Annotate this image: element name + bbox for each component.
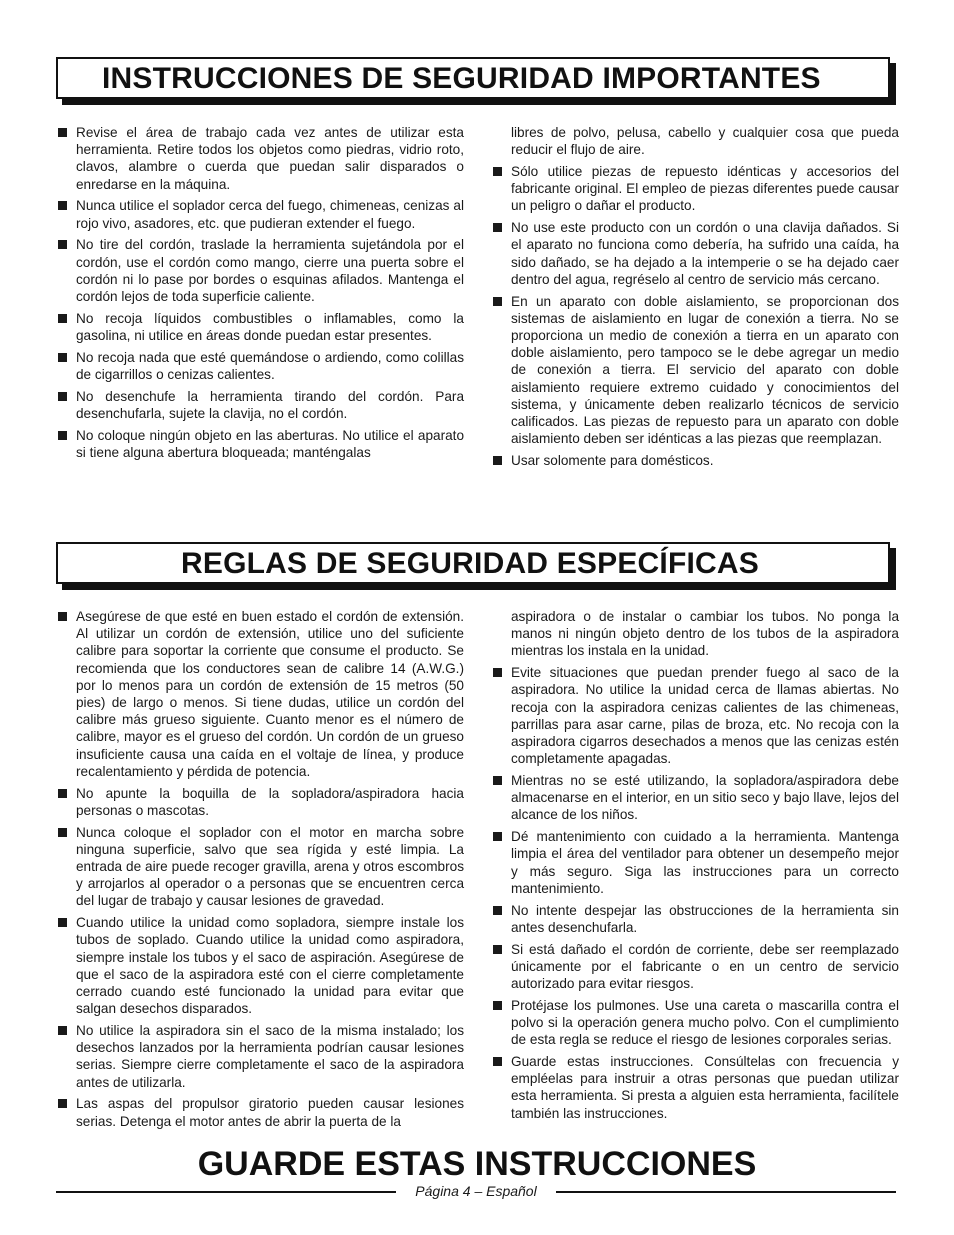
- list-item: No recoja nada que esté quemándose o ardiendo, como colillas de cigarrillos o cenizas calientes.: [56, 349, 464, 383]
- list-item: No coloque ningún objeto en las aberturas. No utilice el aparato si tiene alguna abertura bloqueada; manténgalas: [56, 427, 464, 461]
- bullet-list: [491, 163, 899, 469]
- continued-text: libres de polvo, pelusa, cabello y cualquier cosa que pueda reducir el flujo de aire.: [511, 125, 899, 158]
- square-bullet-icon: [58, 1026, 67, 1035]
- list-item: No tire del cordón, traslade la herramienta sujetándola por el cordón, use el cordón como mango, cierre una puerta sobre el cordón ni lo pase por bordes o esquinas afilados. Mantenga el cordón lejos de toda superficie caliente.: [56, 236, 464, 305]
- square-bullet-icon: [493, 945, 502, 954]
- square-bullet-icon: [493, 223, 502, 232]
- list-item: En un aparato con doble aislamiento, se proporcionan dos sistemas de aislamiento en lugar de conexión a tierra. No se proporciona un medio de conexión a tierra en un aparato con doble aislamiento, pero tampoco se le debe agregar un medio de conexión a tierra. El servicio del aparato con doble aislamiento requiere extremo cuidado y conocimientos del sistema, y únicamente deben realizarlo técnicos de servicio calificados. Las piezas de repuesto para un aparato con doble aislamiento deben ser idénticas a las piezas que reemplazan.: [491, 293, 899, 448]
- square-bullet-icon: [493, 1057, 502, 1066]
- square-bullet-icon: [493, 297, 502, 306]
- section-title: REGLAS DE SEGURIDAD ESPECÍFICAS: [181, 547, 759, 580]
- square-bullet-icon: [58, 431, 67, 440]
- continued-text: aspiradora o de instalar o cambiar los tubos. No ponga la manos ni ningún objeto dentro de los tubos de la aspiradora mientras los instala en la unidad.: [511, 609, 899, 659]
- square-bullet-icon: [493, 832, 502, 841]
- square-bullet-icon: [58, 314, 67, 323]
- bullet-list: [491, 664, 899, 1122]
- square-bullet-icon: [58, 353, 67, 362]
- list-item: Asegúrese de que esté en buen estado el cordón de extensión. Al utilizar un cordón de extensión, utilice uno del suficiente calibre para soportar la corriente que consume el producto. Se recomienda que los conductores sean de calibre 14 (A.W.G.) por lo menos para un cordón de extensión de 15 metros (50 pies) de largo o menos. Si tiene dudas, utilice un cordón del calibre más grueso siguiente. Cuanto menor es el número de calibre, mayor es el grueso del cordón. Un cordón de un grueso insuficiente causa una caída en el voltaje de línea, y produce recalentamiento y pérdida de potencia.: [56, 608, 464, 780]
- list-item: Las aspas del propulsor giratorio pueden causar lesiones serias. Detenga el motor antes de abrir la puerta de la: [56, 1095, 464, 1129]
- square-bullet-icon: [493, 776, 502, 785]
- list-item: Si está dañado el cordón de corriente, debe ser reemplazado únicamente por el fabricante o en un centro de servicio autorizado para evitar riesgos.: [491, 941, 899, 993]
- list-item: No use este producto con un cordón o una clavija dañados. Si el aparato no funciona como debería, ha sufrido una caída, ha sido dañado, se ha dejado a la intemperie o se ha dejado caer dentro del agua, regréselo al centro de servicio más cercano.: [491, 219, 899, 288]
- square-bullet-icon: [58, 1099, 67, 1108]
- footer-divider-left: [56, 1191, 396, 1193]
- square-bullet-icon: [493, 456, 502, 465]
- square-bullet-icon: [493, 167, 502, 176]
- list-item: No utilice la aspiradora sin el saco de la misma instalado; los desechos lanzados por la herramienta podrían causar lesiones serias. Siempre cierre completamente el saco de la aspiradora antes de utilizarla.: [56, 1022, 464, 1091]
- square-bullet-icon: [493, 906, 502, 915]
- section1-left-column: [56, 124, 464, 466]
- square-bullet-icon: [493, 668, 502, 677]
- square-bullet-icon: [493, 1001, 502, 1010]
- square-bullet-icon: [58, 201, 67, 210]
- list-item: No apunte la boquilla de la sopladora/aspiradora hacia personas o mascotas.: [56, 785, 464, 819]
- square-bullet-icon: [58, 828, 67, 837]
- section-header-specific-rules: [56, 542, 890, 584]
- list-item: No desenchufe la herramienta tirando del cordón. Para desenchufarla, sujete la clavija, no el cordón.: [56, 388, 464, 422]
- list-item: Revise el área de trabajo cada vez antes de utilizar esta herramienta. Retire todos los objetos como piedras, vidrio roto, clavos, alambre o cuerda que puedan salir disparados o enredarse en la máquina.: [56, 124, 464, 193]
- list-item: Evite situaciones que puedan prender fuego al saco de la aspiradora. No utilice la unidad cerca de llamas abiertas. No recoja con la aspiradora cenizas calientes de las chimeneas, parrillas para asar carne, pilas de broza, etc. No recoja con la aspiradora cigarros desechados a menos que las cenizas estén completamente apagadas.: [491, 664, 899, 767]
- section-title: INSTRUCCIONES DE SEGURIDAD IMPORTANTES: [102, 62, 821, 95]
- square-bullet-icon: [58, 918, 67, 927]
- list-item: Nunca utilice el soplador cerca del fuego, chimeneas, cenizas al rojo vivo, asadores, etc. que pudieran extender el fuego.: [56, 197, 464, 231]
- page-number-label: Página 4 – Español: [415, 1183, 537, 1199]
- section2-left-column: [56, 608, 464, 1134]
- list-item: Mientras no se esté utilizando, la sopladora/aspiradora debe almacenarse en el interior, en un sitio seco y bajo llave, lejos del alcance de los niños.: [491, 772, 899, 824]
- list-item: Usar solomente para domésticos.: [491, 452, 899, 469]
- square-bullet-icon: [58, 612, 67, 621]
- list-item: Guarde estas instrucciones. Consúltelas con frecuencia y empléelas para instruir a otras personas que puedan utilizar esta herramienta. Si presta a alguien esta herramienta, facilítele también las instrucciones.: [491, 1053, 899, 1122]
- list-item: No intente despejar las obstrucciones de la herramienta sin antes desenchufarla.: [491, 902, 899, 936]
- section1-right-column: [491, 124, 899, 474]
- bullet-list: [56, 608, 464, 1130]
- section-header-safety-instructions: [56, 57, 890, 99]
- square-bullet-icon: [58, 128, 67, 137]
- section2-right-column: [491, 608, 899, 1126]
- list-item: Protéjase los pulmones. Use una careta o mascarilla contra el polvo si la operación genera mucho polvo. Con el cumplimiento de esta regla se reduce el riesgo de lesiones corporales serias.: [491, 997, 899, 1049]
- square-bullet-icon: [58, 240, 67, 249]
- square-bullet-icon: [58, 392, 67, 401]
- save-instructions-heading: GUARDE ESTAS INSTRUCCIONES: [197, 1145, 757, 1183]
- square-bullet-icon: [58, 789, 67, 798]
- list-item: Cuando utilice la unidad como sopladora, siempre instale los tubos de soplado. Cuando utilice la unidad como aspiradora, siempre instale los tubos y el saco de aspiración. Asegúrese de que el saco de la aspiradora esté con el cierre completamente cerrado cuando esté funcionado la unidad para evitar que salgan desechos disparados.: [56, 914, 464, 1017]
- footer-divider-right: [556, 1191, 896, 1193]
- list-item: Nunca coloque el soplador con el motor en marcha sobre ninguna superficie, salvo que sea rígida y esté limpia. La entrada de aire puede recoger gravilla, arena y otros escombros y arrojarlos al operador o a personas que se encuentren cerca del lugar de trabajo y causar lesiones de gravedad.: [56, 824, 464, 910]
- bullet-list: [56, 124, 464, 461]
- list-item: No recoja líquidos combustibles o inflamables, como la gasolina, ni utilice en áreas donde puedan estar presentes.: [56, 310, 464, 344]
- list-item: Sólo utilice piezas de repuesto idénticas y accesorios del fabricante original. El empleo de piezas diferentes puede causar un peligro o dañar el producto.: [491, 163, 899, 215]
- list-item: Dé mantenimiento con cuidado a la herramienta. Mantenga limpia el área del ventilador para obtener un desempeño mejor y más seguro. Siga las instrucciones para un correcto mantenimiento.: [491, 828, 899, 897]
